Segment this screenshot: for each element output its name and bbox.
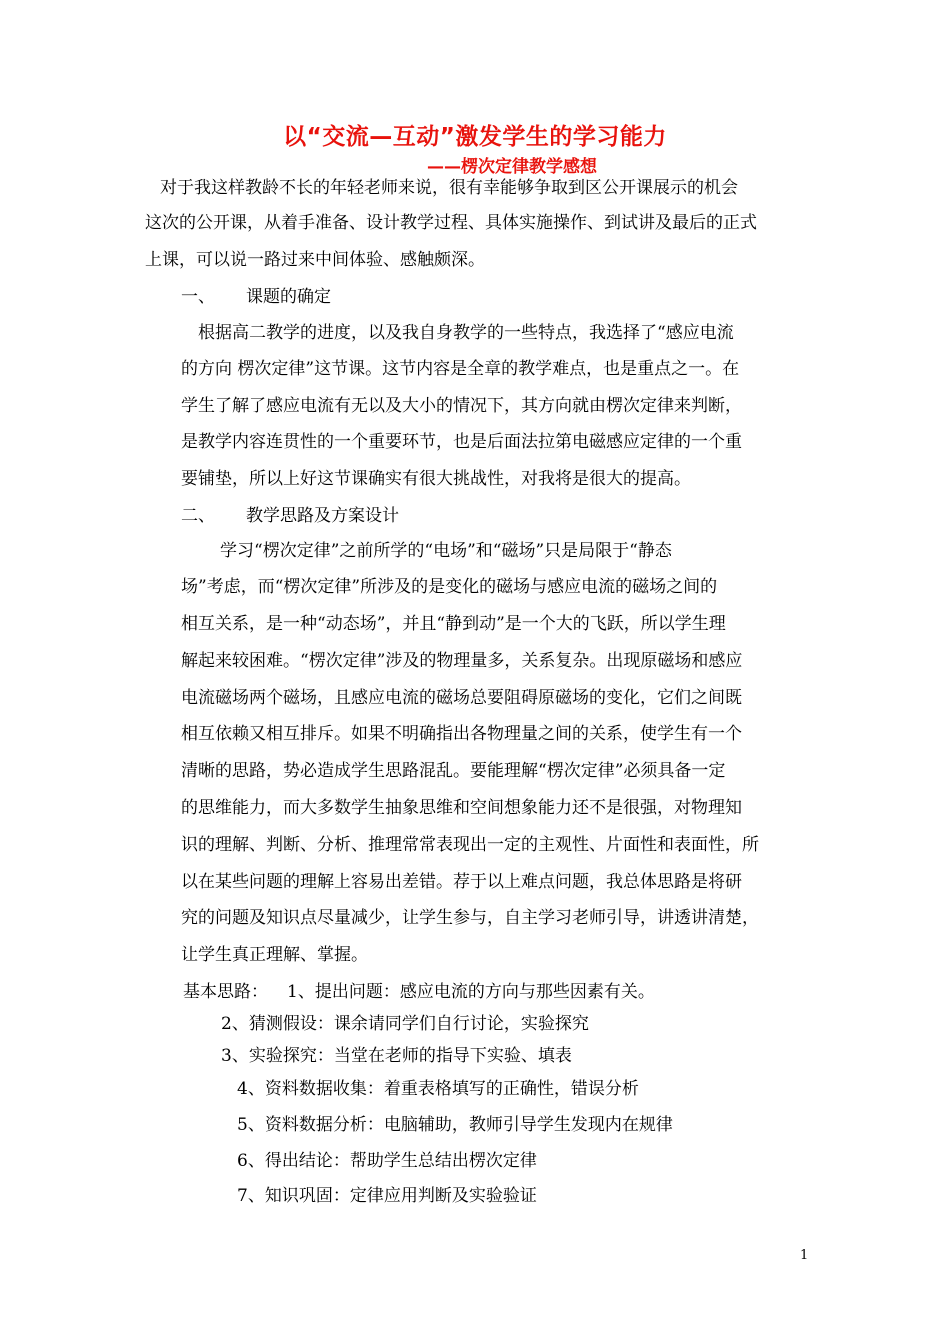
paragraph-line: 清晰的思路，势必造成学生思路混乱。要能理解“楞次定律”必须具备一定 [181,761,726,781]
paragraph-line: 学习“楞次定律”之前所学的“电场”和“磁场”只是局限于“静态 [220,541,672,561]
paragraph-line: 根据高二教学的进度，以及我自身教学的一些特点，我选择了“感应电流 [198,323,734,343]
page-number: 1 [800,1248,809,1263]
section-2-heading [181,506,399,526]
section-title: 教学思路及方案设计 [246,506,399,526]
basic-ideas-row [183,982,655,1002]
section-title: 课题的确定 [246,287,331,307]
intro-line: 这次的公开课，从着手准备、设计教学过程、具体实施操作、到试讲及最后的正式 [145,213,757,233]
section-1-heading [181,287,331,307]
intro-line: 对于我这样教龄不长的年轻老师来说，很有幸能够争取到区公开课展示的机会 [160,178,738,198]
basic-ideas-step: 4、资料数据收集：着重表格填写的正确性，错误分析 [237,1079,639,1099]
document-title: 以“交流—互动”激发学生的学习能力 [283,124,667,150]
basic-ideas-label: 基本思路： [183,982,268,1002]
paragraph-line: 电流磁场两个磁场，且感应电流的磁场总要阻碍原磁场的变化，它们之间既 [181,688,742,708]
paragraph-line: 的思维能力，而大多数学生抽象思维和空间想象能力还不是很强，对物理知 [181,798,742,818]
paragraph-line: 场”考虑，而“楞次定律”所涉及的是变化的磁场与感应电流的磁场之间的 [181,577,718,597]
paragraph-line: 解起来较困难。“楞次定律”涉及的物理量多，关系复杂。出现原磁场和感应 [181,651,743,671]
paragraph-line: 学生了解了感应电流有无以及大小的情况下，其方向就由楞次定律来判断， [181,396,742,416]
section-number: 二、 [181,506,215,526]
basic-ideas-step: 3、实验探究：当堂在老师的指导下实验、填表 [221,1046,572,1066]
intro-line: 上课，可以说一路过来中间体验、感触颇深。 [145,250,485,270]
paragraph-line: 相互依赖又相互排斥。如果不明确指出各物理量之间的关系，使学生有一个 [181,724,742,744]
basic-ideas-step: 5、资料数据分析：电脑辅助，教师引导学生发现内在规律 [237,1115,673,1135]
basic-ideas-step: 6、得出结论：帮助学生总结出楞次定律 [237,1151,537,1171]
paragraph-line: 的方向 楞次定律”这节课。这节内容是全章的教学难点，也是重点之一。在 [181,359,740,379]
document-subtitle: ——楞次定律教学感想 [427,157,597,177]
paragraph-line: 要铺垫，所以上好这节课确实有很大挑战性，对我将是很大的提高。 [181,469,691,489]
basic-ideas-step: 7、知识巩固：定律应用判断及实验验证 [237,1186,537,1206]
paragraph-line: 究的问题及知识点尽量减少，让学生参与，自主学习老师引导，讲透讲清楚， [181,908,759,928]
paragraph-line: 相互关系，是一种“动态场”，并且“静到动”是一个大的飞跃，所以学生理 [181,614,726,634]
paragraph-line: 是教学内容连贯性的一个重要环节，也是后面法拉第电磁感应定律的一个重 [181,432,742,452]
section-number: 一、 [181,287,215,307]
paragraph-line: 让学生真正理解、掌握。 [181,945,368,965]
paragraph-line: 识的理解、判断、分析、推理常常表现出一定的主观性、片面性和表面性，所 [181,835,759,855]
basic-ideas-step: 1、提出问题：感应电流的方向与那些因素有关。 [287,982,655,1002]
paragraph-line: 以在某些问题的理解上容易出差错。荐于以上难点问题，我总体思路是将研 [181,872,742,892]
basic-ideas-step: 2、猜测假设：课余请同学们自行讨论，实验探究 [221,1014,589,1034]
